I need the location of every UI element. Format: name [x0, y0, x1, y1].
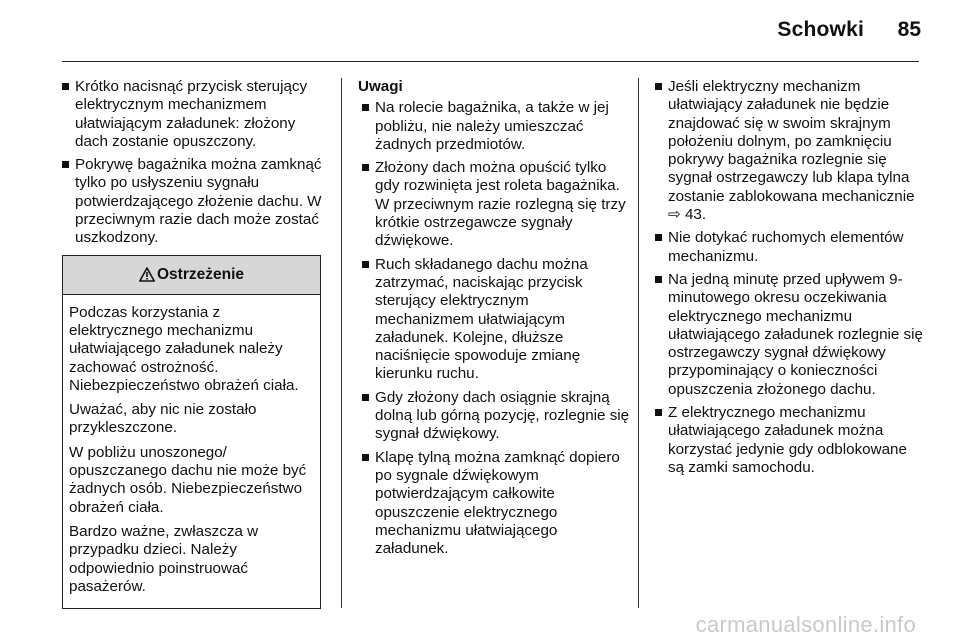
page-number: 85	[897, 18, 921, 41]
list-item-text: Gdy złożony dach osiągnie skrajną dolną lub górną pozycję, rozlegnie się sygnał dźwiękowy.	[375, 388, 630, 443]
list-item-text: Z elektrycznego mechanizmu ułatwiającego załadunek można korzystać jedynie gdy odblokowane są zamki samochodu.	[668, 404, 907, 476]
bullet-square-icon	[362, 454, 369, 461]
list-item	[62, 156, 332, 247]
warning-paragraph: Uważać, aby nic nie zostało przykleszczone.	[69, 401, 257, 437]
warning-title: Ostrzeżenie	[156, 265, 244, 283]
bullet-square-icon	[362, 104, 369, 111]
bullet-square-icon	[655, 234, 662, 241]
bullet-list	[62, 78, 332, 248]
bullet-square-icon	[655, 409, 662, 416]
note-heading: Uwagi	[358, 78, 403, 95]
note-list	[358, 99, 630, 558]
list-item-text: Ruch składanego dachu można zatrzymać, naciskając przycisk sterujący elektrycznym mechanizmem ułatwiającym załadunek. Kolejne, dłuższe naciśnięcie spowoduje zmianę kierunku ruchu.	[375, 255, 588, 383]
list-item	[362, 256, 630, 384]
page-header	[0, 0, 960, 60]
warning-paragraph: Podczas korzystania z elektrycznego mechanizmu ułatwiającego załadunek należy zachować ostrożność. Niebezpieczeństwo obrażeń ciała.	[69, 303, 299, 394]
bullet-square-icon	[362, 261, 369, 268]
list-item-text: Krótko nacisnąć przycisk sterujący elektrycznym mechanizmem ułatwiającym załadunek: złożony dach zostanie opuszczony.	[75, 78, 308, 150]
column-right	[655, 78, 925, 482]
warning-box	[62, 255, 321, 609]
column-left	[62, 78, 332, 609]
warning-triangle-icon	[139, 267, 155, 282]
list-item	[62, 78, 332, 151]
list-item	[362, 449, 630, 559]
header-rule	[62, 61, 919, 62]
list-item	[655, 404, 925, 477]
column-divider	[638, 78, 639, 608]
column-divider	[341, 78, 342, 608]
bullet-square-icon	[655, 276, 662, 283]
list-item	[362, 159, 630, 250]
bullet-square-icon	[655, 83, 662, 90]
warning-paragraph: W pobliżu unoszonego/ opuszczanego dachu nie może być żadnych osób. Niebezpieczeństwo obrażeń ciała.	[69, 443, 307, 516]
list-item-text: Klapę tylną można zamknąć dopiero po sygnale dźwiękowym potwierdzającym całkowite opuszczenie elektrycznego mechanizmu ułatwiającego załadunek.	[375, 448, 620, 558]
list-item-text: Pokrywę bagażnika można zamknąć tylko po usłyszeniu sygnału potwierdzającego złożenie dachu. W przeciwnym razie dach może zostać uszkodzony.	[75, 156, 322, 247]
list-item-text: Jeśli elektryczny mechanizm ułatwiający załadunek nie będzie znajdować się w swoim skrajnym położeniu dolnym, po zamknięciu pokrywy bagażnika rozlegnie się sygnał ostrzegawczy lub klapa tylna zostanie zablokowana mechanicznie ⇨ 43.	[668, 78, 915, 224]
list-item	[655, 271, 925, 399]
list-item	[655, 229, 925, 266]
column-middle	[358, 78, 630, 563]
list-item	[655, 78, 925, 224]
list-item	[362, 99, 630, 154]
list-item-text: Nie dotykać ruchomych elementów mechanizmu.	[668, 229, 904, 265]
watermark: carmanualsonline.info	[695, 612, 916, 637]
section-title: Schowki	[777, 18, 864, 41]
bullet-square-icon	[362, 394, 369, 401]
warning-body	[63, 295, 320, 608]
bullet-square-icon	[62, 161, 69, 168]
list-item-text: Na jedną minutę przed upływem 9-minutowego okresu oczekiwania elektrycznego mechanizmu ułatwiającego załadunek rozlegnie się ostrzegawczy sygnał dźwiękowy przypominający o konieczności opuszczenia złożonego dachu.	[668, 270, 923, 398]
list-item-text: Na rolecie bagażnika, a także w jej pobliżu, nie należy umieszczać żadnych przedmiotów.	[375, 99, 609, 153]
bullet-list	[655, 78, 925, 477]
bullet-square-icon	[62, 83, 69, 90]
warning-paragraph: Bardzo ważne, zwłaszcza w przypadku dzieci. Należy odpowiednio poinstruować pasażerów.	[69, 522, 259, 595]
bullet-square-icon	[362, 164, 369, 171]
list-item	[362, 389, 630, 444]
warning-header	[63, 256, 320, 295]
list-item-text: Złożony dach można opuścić tylko gdy rozwinięta jest roleta bagażnika. W przeciwnym razie rozlegną się trzy krótkie ostrzegawcze sygnały dźwiękowe.	[375, 159, 626, 250]
